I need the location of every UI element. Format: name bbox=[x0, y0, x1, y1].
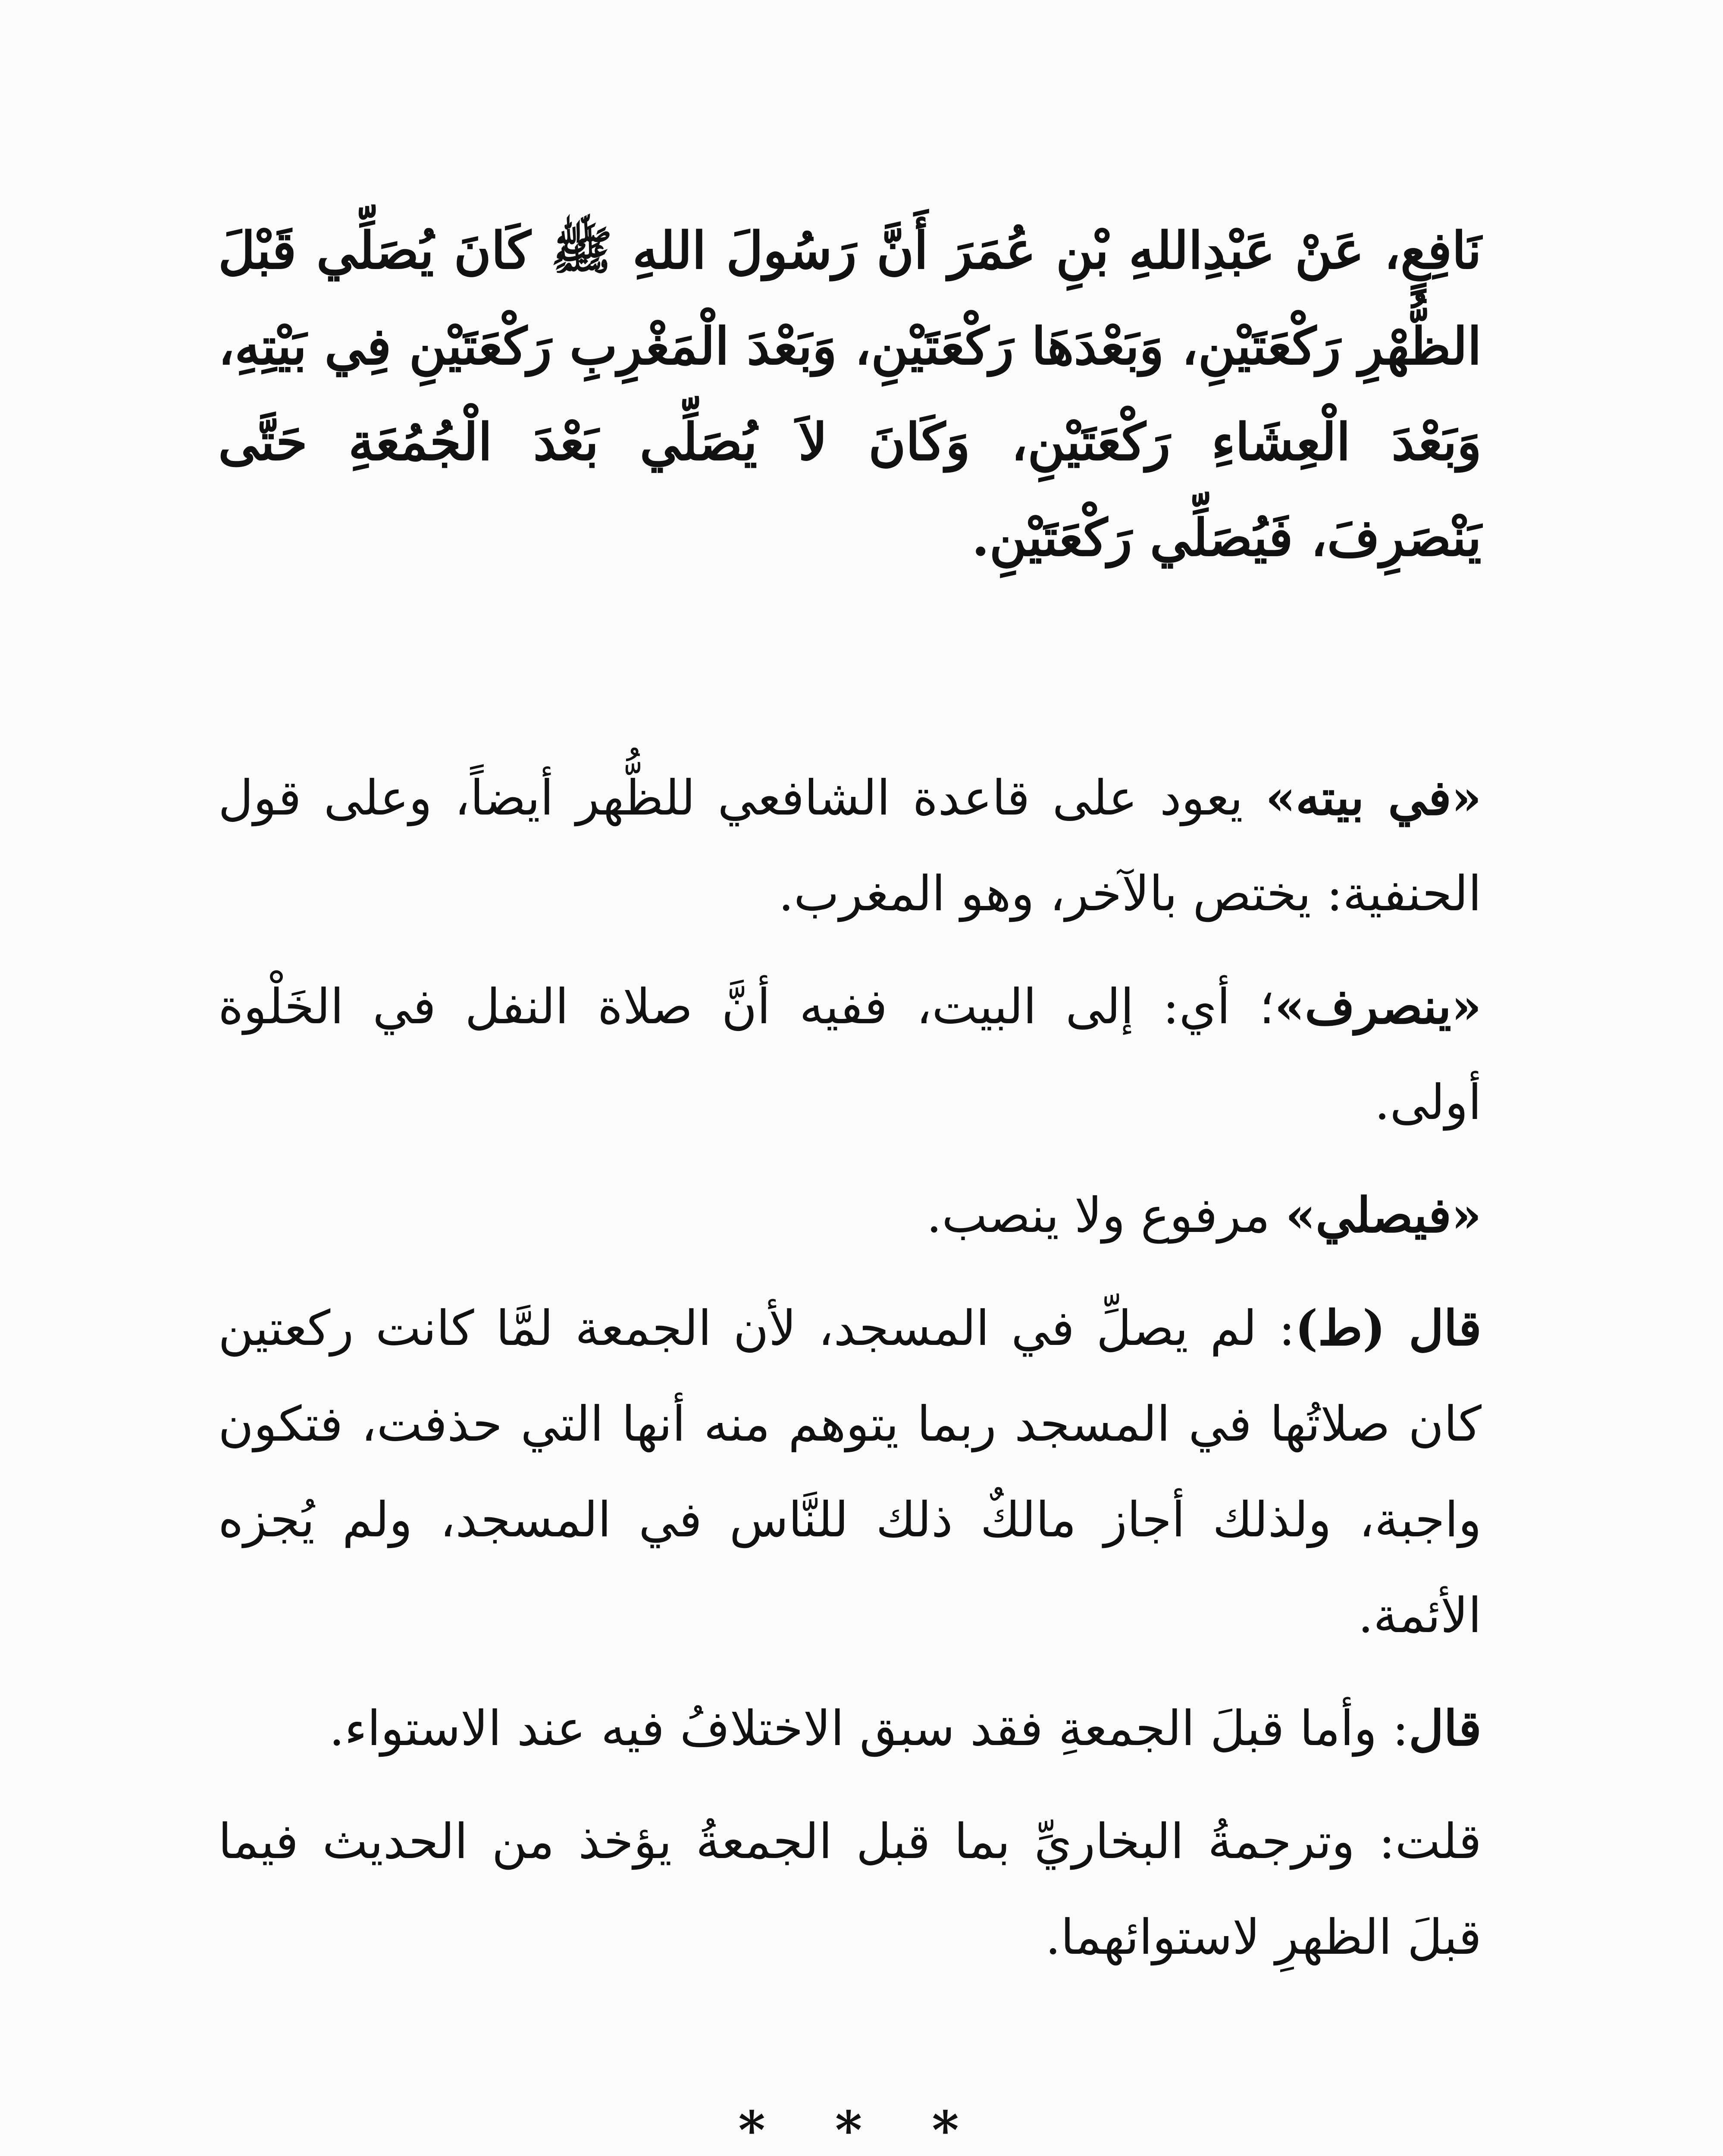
commentary-text: ؛ أي: إلى البيت، ففيه أنَّ صلاة النفل في الخَلْوة أولى. bbox=[218, 979, 1482, 1131]
commentary-lead: قال bbox=[1408, 1700, 1482, 1757]
commentary-text: : وأما قبلَ الجمعةِ فقد سبق الاختلافُ فيه عند الاستواء. bbox=[329, 1701, 1409, 1757]
commentary-text: قلت: وترجمةُ البخاريِّ بما قبل الجمعةُ يؤخذ من الحديث فيما قبلَ الظهرِ لاستوائهما. bbox=[218, 1814, 1482, 1965]
commentary-paragraph bbox=[218, 1681, 1482, 1777]
commentary-paragraph bbox=[218, 1281, 1482, 1664]
commentary-text: : لم يصلِّ في المسجد، لأن الجمعة لمَّا كانت ركعتين كان صلاتُها في المسجد ربما يتوهم منه أنها التي حذفت، فتكون واجبة، ولذلك أجاز مالكٌ ذلك للنَّاس في المسجد، ولم يُجزه الأئمة. bbox=[218, 1300, 1482, 1644]
commentary-text: مرفوع ولا ينصب. bbox=[926, 1188, 1286, 1244]
commentary-text: يعود على قاعدة الشافعي للظُّهر أيضاً، وعلى قول الحنفية: يختص بالآخر، وهو المغرب. bbox=[218, 770, 1482, 922]
commentary-paragraph bbox=[218, 1168, 1482, 1263]
commentary-lead: قال (ط) bbox=[1295, 1300, 1482, 1357]
commentary-lead: «في بيته» bbox=[1265, 770, 1482, 826]
commentary-paragraph bbox=[218, 959, 1482, 1150]
commentary-paragraph bbox=[218, 1794, 1482, 1985]
commentary-paragraph bbox=[218, 750, 1482, 942]
hadith-paragraph: نَافِعٍ، عَنْ عَبْدِاللهِ بْنِ عُمَرَ أَنَّ رَسُولَ اللهِ ﷺ كَانَ يُصَلِّي قَبْلَ الظُّهْرِ رَكْعَتَيْنِ، وَبَعْدَهَا رَكْعَتَيْنِ، وَبَعْدَ الْمَغْرِبِ رَكْعَتَيْنِ فِي بَيْتِهِ، وَبَعْدَ الْعِشَاءِ رَكْعَتَيْنِ، وَكَانَ لاَ يُصَلِّي بَعْدَ الْجُمُعَةِ حَتَّى يَنْصَرِفَ، فَيُصَلِّي رَكْعَتَيْنِ. bbox=[218, 220, 1482, 567]
section-separator: * * * bbox=[738, 2100, 985, 2156]
commentary-lead: «ينصرف» bbox=[1275, 978, 1482, 1035]
hadith-text bbox=[218, 203, 1482, 603]
commentary-section bbox=[218, 750, 1482, 2002]
commentary-lead: «فيصلي» bbox=[1285, 1187, 1482, 1244]
